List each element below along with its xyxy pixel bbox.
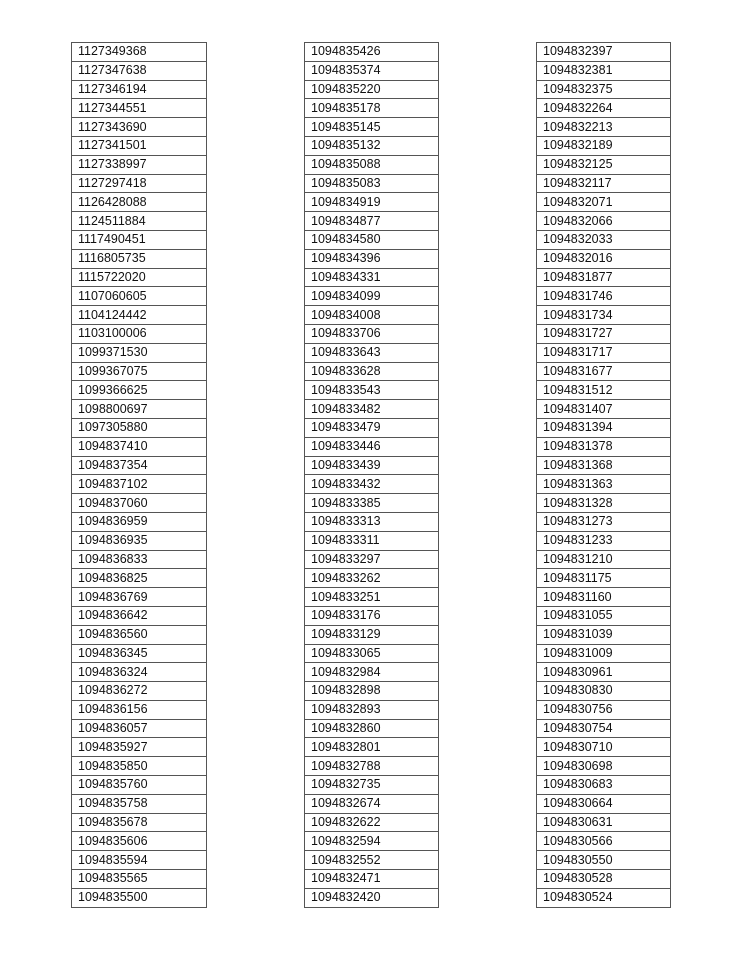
table-row (537, 268, 671, 287)
table-row (305, 324, 439, 343)
table-row (537, 700, 671, 719)
table-row (537, 719, 671, 738)
table-row (72, 625, 207, 644)
number-cell: 1094832397 (537, 43, 671, 62)
table-row (305, 550, 439, 569)
number-cell: 1094833262 (305, 569, 439, 588)
table-row (305, 719, 439, 738)
number-cell: 1127338997 (72, 155, 207, 174)
table-row (537, 738, 671, 757)
number-cell: 1094835594 (72, 851, 207, 870)
table-row (305, 136, 439, 155)
number-cell: 1094833543 (305, 381, 439, 400)
number-cell: 1103100006 (72, 324, 207, 343)
number-cell: 1094836345 (72, 644, 207, 663)
number-cell: 1127343690 (72, 118, 207, 137)
table-row (72, 719, 207, 738)
table-row (72, 531, 207, 550)
table-row (305, 569, 439, 588)
table-row (537, 287, 671, 306)
table-row (72, 832, 207, 851)
number-cell: 1094833297 (305, 550, 439, 569)
table-row (537, 757, 671, 776)
number-cell: 1094833628 (305, 362, 439, 381)
number-cell: 1094832893 (305, 700, 439, 719)
table-row (72, 193, 207, 212)
number-cell: 1094835606 (72, 832, 207, 851)
number-cell: 1094836769 (72, 588, 207, 607)
number-cell: 1094831210 (537, 550, 671, 569)
number-cell: 1094830961 (537, 663, 671, 682)
number-cell: 1094833065 (305, 644, 439, 663)
number-cell: 1094830524 (537, 888, 671, 907)
number-cell: 1094832213 (537, 118, 671, 137)
table-row (72, 174, 207, 193)
table-row (305, 193, 439, 212)
number-cell: 1094831394 (537, 418, 671, 437)
table-row (305, 343, 439, 362)
number-cell: 1094833385 (305, 494, 439, 513)
number-cell: 1094831175 (537, 569, 671, 588)
number-cell: 1094835760 (72, 776, 207, 795)
number-cell: 1094831368 (537, 456, 671, 475)
number-cell: 1094830631 (537, 813, 671, 832)
table-row (72, 437, 207, 456)
number-cell: 1094833432 (305, 475, 439, 494)
number-cell: 1094833706 (305, 324, 439, 343)
table-row (537, 324, 671, 343)
table-row (537, 174, 671, 193)
table-row (537, 418, 671, 437)
table-row (305, 738, 439, 757)
number-cell: 1094835083 (305, 174, 439, 193)
number-cell: 1099371530 (72, 343, 207, 362)
table-row (537, 249, 671, 268)
number-cell: 1127346194 (72, 80, 207, 99)
table-row (537, 813, 671, 832)
number-cell: 1094831717 (537, 343, 671, 362)
table-row (72, 418, 207, 437)
table-row (72, 80, 207, 99)
table-row (72, 888, 207, 907)
number-cell: 1094835178 (305, 99, 439, 118)
table-row (305, 174, 439, 193)
table-row (72, 306, 207, 325)
table-row (537, 136, 671, 155)
number-cell: 1094830528 (537, 870, 671, 889)
number-cell: 1094831009 (537, 644, 671, 663)
table-row (72, 61, 207, 80)
number-cell: 1094831363 (537, 475, 671, 494)
number-cell: 1094832375 (537, 80, 671, 99)
table-row (72, 682, 207, 701)
table-row (537, 456, 671, 475)
table-row (72, 118, 207, 137)
table-row (72, 268, 207, 287)
number-cell: 1094835927 (72, 738, 207, 757)
number-cell: 1094830683 (537, 776, 671, 795)
table-row (537, 118, 671, 137)
table-row (72, 494, 207, 513)
number-cell: 1094831877 (537, 268, 671, 287)
number-cell: 1094831328 (537, 494, 671, 513)
number-cell: 1094836272 (72, 682, 207, 701)
number-cell: 1124511884 (72, 212, 207, 231)
table-row (72, 776, 207, 795)
table-row (537, 625, 671, 644)
number-cell: 1094835132 (305, 136, 439, 155)
table-row (305, 43, 439, 62)
number-cell: 1094833129 (305, 625, 439, 644)
table-row (72, 43, 207, 62)
table-row (305, 418, 439, 437)
number-cell: 1094835678 (72, 813, 207, 832)
number-cell: 1094835758 (72, 794, 207, 813)
number-cell: 1094835088 (305, 155, 439, 174)
table-row (537, 512, 671, 531)
number-cell: 1097305880 (72, 418, 207, 437)
table-row (537, 870, 671, 889)
table-row (72, 155, 207, 174)
table-row (305, 606, 439, 625)
number-cell: 1094832471 (305, 870, 439, 889)
number-cell: 1094832264 (537, 99, 671, 118)
table-row (537, 888, 671, 907)
number-column-1 (71, 42, 207, 908)
table-row (305, 531, 439, 550)
table-row (305, 682, 439, 701)
number-cell: 1094833313 (305, 512, 439, 531)
number-cell: 1094832898 (305, 682, 439, 701)
number-cell: 1094833643 (305, 343, 439, 362)
table-row (72, 324, 207, 343)
table-row (305, 400, 439, 419)
table-row (537, 475, 671, 494)
number-cell: 1094837354 (72, 456, 207, 475)
number-cell: 1094832984 (305, 663, 439, 682)
number-cell: 1094830754 (537, 719, 671, 738)
table-row (305, 776, 439, 795)
table-row (72, 700, 207, 719)
table-row (72, 794, 207, 813)
table-row (537, 230, 671, 249)
number-cell: 1094831727 (537, 324, 671, 343)
table-row (305, 625, 439, 644)
table-row (305, 99, 439, 118)
table-row (305, 230, 439, 249)
number-cell: 1094832066 (537, 212, 671, 231)
table-row (305, 118, 439, 137)
number-cell: 1094831378 (537, 437, 671, 456)
table-row (72, 136, 207, 155)
table-row (72, 475, 207, 494)
table-row (537, 644, 671, 663)
number-cell: 1094830664 (537, 794, 671, 813)
table-row (537, 381, 671, 400)
table-row (537, 43, 671, 62)
number-cell: 1094836935 (72, 531, 207, 550)
number-cell: 1094835850 (72, 757, 207, 776)
number-cell: 1094831677 (537, 362, 671, 381)
table-row (72, 663, 207, 682)
table-row (537, 437, 671, 456)
table-row (72, 343, 207, 362)
number-cell: 1094831233 (537, 531, 671, 550)
table-row (305, 381, 439, 400)
number-cell: 1094830550 (537, 851, 671, 870)
number-cell: 1115722020 (72, 268, 207, 287)
number-cell: 1094835500 (72, 888, 207, 907)
number-cell: 1094834580 (305, 230, 439, 249)
table-row (305, 155, 439, 174)
table-row (305, 663, 439, 682)
table-row (537, 776, 671, 795)
number-cell: 1094831734 (537, 306, 671, 325)
number-cell: 1094832071 (537, 193, 671, 212)
table-row (305, 588, 439, 607)
table-row (72, 362, 207, 381)
table-row (537, 80, 671, 99)
table-row (537, 569, 671, 588)
table-row (72, 738, 207, 757)
table-row (305, 268, 439, 287)
number-cell: 1094832125 (537, 155, 671, 174)
number-cell: 1094836642 (72, 606, 207, 625)
number-cell: 1094836156 (72, 700, 207, 719)
number-cell: 1104124442 (72, 306, 207, 325)
number-cell: 1094832552 (305, 851, 439, 870)
number-cell: 1127341501 (72, 136, 207, 155)
number-cell: 1094831407 (537, 400, 671, 419)
number-cell: 1094831055 (537, 606, 671, 625)
number-cell: 1094836825 (72, 569, 207, 588)
table-row (537, 550, 671, 569)
table-row (537, 588, 671, 607)
number-cell: 1094831512 (537, 381, 671, 400)
table-row (537, 682, 671, 701)
table-row (305, 362, 439, 381)
table-row (72, 606, 207, 625)
table-row (305, 475, 439, 494)
number-cell: 1094832016 (537, 249, 671, 268)
number-cell: 1094832033 (537, 230, 671, 249)
table-row (537, 606, 671, 625)
number-column-3 (536, 42, 671, 908)
table-row (537, 306, 671, 325)
table-row (72, 813, 207, 832)
number-cell: 1094833479 (305, 418, 439, 437)
number-cell: 1094837410 (72, 437, 207, 456)
table-row (305, 494, 439, 513)
table-row (72, 99, 207, 118)
table-row (305, 870, 439, 889)
number-cell: 1099366625 (72, 381, 207, 400)
number-cell: 1094831273 (537, 512, 671, 531)
number-cell: 1094832622 (305, 813, 439, 832)
number-cell: 1094836324 (72, 663, 207, 682)
number-cell: 1094835374 (305, 61, 439, 80)
number-cell: 1107060605 (72, 287, 207, 306)
number-cell: 1094834919 (305, 193, 439, 212)
number-cell: 1094832594 (305, 832, 439, 851)
number-cell: 1094834099 (305, 287, 439, 306)
number-cell: 1094836833 (72, 550, 207, 569)
table-row (537, 362, 671, 381)
table-row (537, 212, 671, 231)
table-row (72, 456, 207, 475)
table-row (305, 644, 439, 663)
table-row (537, 794, 671, 813)
number-cell: 1127344551 (72, 99, 207, 118)
table-row (305, 80, 439, 99)
number-cell: 1094836560 (72, 625, 207, 644)
number-cell: 1126428088 (72, 193, 207, 212)
table-row (305, 437, 439, 456)
table-row (305, 757, 439, 776)
number-cell: 1094832860 (305, 719, 439, 738)
number-cell: 1094834396 (305, 249, 439, 268)
table-row (305, 832, 439, 851)
number-cell: 1094830710 (537, 738, 671, 757)
number-cell: 1094834008 (305, 306, 439, 325)
number-cell: 1094830566 (537, 832, 671, 851)
table-row (305, 287, 439, 306)
table-row (72, 644, 207, 663)
number-cell: 1127349368 (72, 43, 207, 62)
number-cell: 1094831039 (537, 625, 671, 644)
number-cell: 1094834331 (305, 268, 439, 287)
number-cell: 1099367075 (72, 362, 207, 381)
table-row (537, 494, 671, 513)
table-row (537, 832, 671, 851)
table-row (72, 230, 207, 249)
number-cell: 1094832788 (305, 757, 439, 776)
number-cell: 1094832117 (537, 174, 671, 193)
number-cell: 1098800697 (72, 400, 207, 419)
table-row (72, 287, 207, 306)
table-row (537, 343, 671, 362)
table-row (305, 61, 439, 80)
table-row (72, 870, 207, 889)
table-row (305, 813, 439, 832)
number-cell: 1094830830 (537, 682, 671, 701)
table-row (305, 456, 439, 475)
number-cell: 1094832189 (537, 136, 671, 155)
number-cell: 1094836959 (72, 512, 207, 531)
table-row (537, 61, 671, 80)
table-row (537, 531, 671, 550)
table-row (72, 569, 207, 588)
number-cell: 1094833482 (305, 400, 439, 419)
number-cell: 1094837102 (72, 475, 207, 494)
number-cell: 1116805735 (72, 249, 207, 268)
number-cell: 1094837060 (72, 494, 207, 513)
number-cell: 1094833446 (305, 437, 439, 456)
number-cell: 1094835145 (305, 118, 439, 137)
number-cell: 1094832420 (305, 888, 439, 907)
number-cell: 1094833176 (305, 606, 439, 625)
table-row (305, 888, 439, 907)
table-row (305, 212, 439, 231)
table-row (537, 99, 671, 118)
table-row (72, 249, 207, 268)
table-row (72, 550, 207, 569)
table-row (537, 663, 671, 682)
table-row (72, 400, 207, 419)
number-cell: 1094831746 (537, 287, 671, 306)
table-row (537, 193, 671, 212)
number-cell: 1094833311 (305, 531, 439, 550)
table-row (537, 155, 671, 174)
number-cell: 1094832674 (305, 794, 439, 813)
number-cell: 1094832381 (537, 61, 671, 80)
number-cell: 1094835220 (305, 80, 439, 99)
number-cell: 1094835565 (72, 870, 207, 889)
table-row (305, 249, 439, 268)
number-cell: 1094831160 (537, 588, 671, 607)
table-row (305, 512, 439, 531)
table-row (305, 306, 439, 325)
table-row (305, 700, 439, 719)
number-column-2 (304, 42, 439, 908)
number-cell: 1094832735 (305, 776, 439, 795)
table-row (72, 588, 207, 607)
number-cell: 1094832801 (305, 738, 439, 757)
number-cell: 1127347638 (72, 61, 207, 80)
number-cell: 1094833251 (305, 588, 439, 607)
number-cell: 1094835426 (305, 43, 439, 62)
number-cell: 1094836057 (72, 719, 207, 738)
table-row (537, 851, 671, 870)
number-cell: 1094833439 (305, 456, 439, 475)
table-row (72, 851, 207, 870)
table-row (305, 851, 439, 870)
table-row (305, 794, 439, 813)
number-cell: 1094830698 (537, 757, 671, 776)
number-cell: 1127297418 (72, 174, 207, 193)
table-row (537, 400, 671, 419)
table-row (72, 512, 207, 531)
table-row (72, 757, 207, 776)
table-row (72, 212, 207, 231)
table-row (72, 381, 207, 400)
number-cell: 1117490451 (72, 230, 207, 249)
number-cell: 1094830756 (537, 700, 671, 719)
number-cell: 1094834877 (305, 212, 439, 231)
